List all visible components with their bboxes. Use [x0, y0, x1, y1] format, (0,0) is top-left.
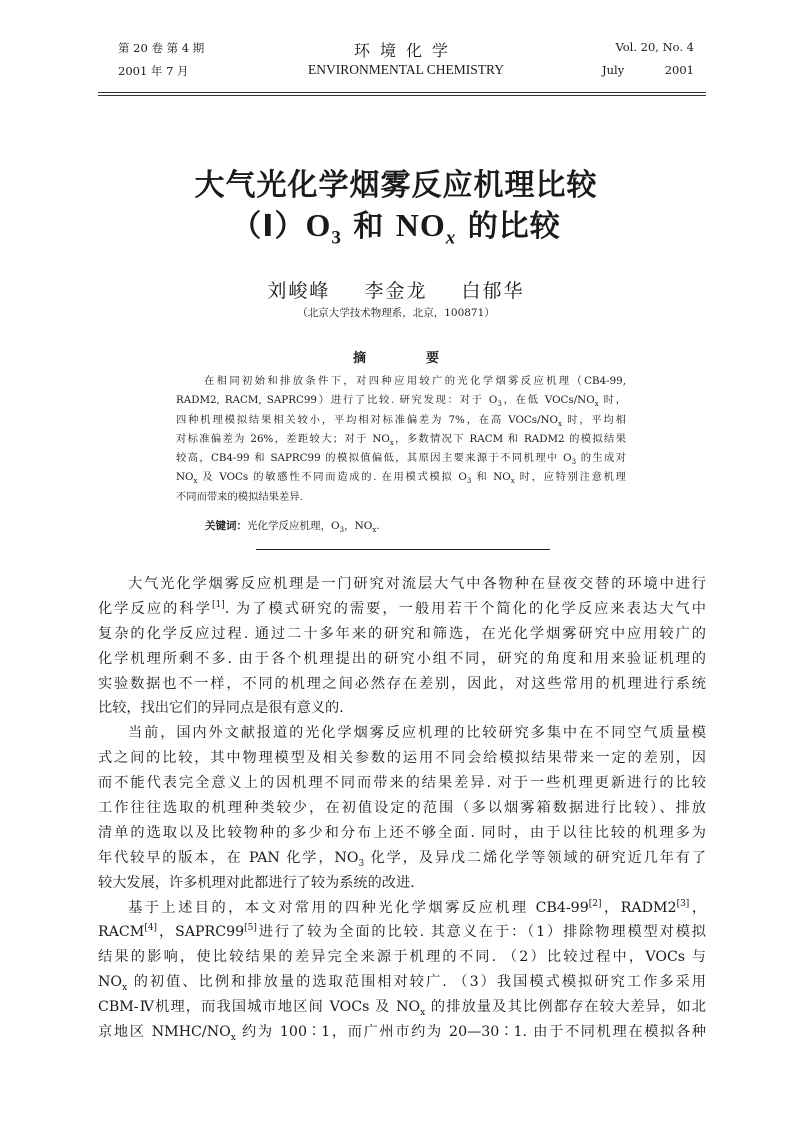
title-o: O [305, 207, 332, 243]
text-run: ，RADM2 [601, 899, 677, 916]
text-run: 时，应特别注意机理 [514, 471, 626, 484]
abstract-line [176, 488, 626, 507]
title-part-and: 和 [341, 209, 396, 244]
text-run: . [376, 520, 380, 532]
body-line [98, 821, 706, 846]
header-rule-bottom [98, 95, 706, 96]
keywords-value [247, 520, 380, 535]
text-run: 进行了较为全面的比较. 其意义在于：（1）排除物理模型对模拟 [256, 924, 706, 941]
text-run: 较高，CB4-99 和 SAPRC99 的模拟值偏低，其原因主要来源于不同机理中 O [176, 452, 572, 465]
date-cn: 2001 年 7 月 [118, 64, 189, 78]
text-run: 化学机理所剩不多. 由于各个机理提出的研究小组不同，研究的角度和用来验证机理的 [98, 650, 706, 667]
body-line [98, 746, 706, 771]
subscript: 3 [339, 526, 345, 535]
body-line [98, 572, 706, 597]
affiliation: （北京大学技术物理系，北京，100871） [297, 307, 495, 319]
abstract-heading-char: 要 [426, 351, 440, 366]
text-run: CBM-Ⅳ机理，而我国城市地区间 VOCs 及 NO [98, 999, 421, 1016]
text-run: 结果的影响，使比较结果的差异完全来源于机理的不同. （2）比较过程中，VOCs 与 [98, 949, 706, 966]
text-run: RACM [98, 924, 145, 941]
text-run: ， [689, 899, 706, 916]
journal-name-en: ENVIRONMENTAL CHEMISTRY [307, 62, 505, 77]
text-run: ，多数情况下 RACM 和 RADM2 的模拟结果 [393, 432, 626, 445]
body-line [98, 945, 706, 970]
title-line-1: 大气光化学烟雾反应机理比较 [194, 168, 598, 203]
volume-issue-cn: 第 20 卷 第 4 期 [118, 41, 205, 55]
text-run: ，在低 VOCs/NO [501, 394, 595, 407]
abstract-line [176, 391, 626, 410]
text-run: 工作往往选取的机理种类较少，在初值设定的范围（多以烟雾箱数据进行比较）、排放 [98, 800, 706, 817]
text-run: 年代较早的版本，在 PAN 化学，NO [98, 849, 359, 866]
abstract-line [176, 372, 626, 391]
subscript: x [372, 526, 377, 535]
text-run: 不同而带来的模拟结果差异. [176, 490, 303, 503]
text-run: 化学，及异戊二烯化学等领域的研究近几年有了 [364, 849, 706, 866]
subscript: x [594, 400, 599, 409]
text-run: 化学反应的科学 [98, 600, 212, 617]
body-line [98, 1020, 706, 1045]
author-name: 李金龙 [364, 280, 428, 302]
body-line [98, 970, 706, 995]
body-line [98, 647, 706, 672]
title-part-suffix: 的比较 [456, 209, 561, 244]
text-run: NO [176, 471, 194, 484]
text-run: 而不能代表完全意义上的因机理不同而带来的结果差异. 对于一些机理更新进行的比较 [98, 775, 706, 792]
text-run: 的生成对 [576, 452, 626, 465]
running-header [118, 38, 694, 84]
title-part-prefix: （Ⅰ） [231, 209, 306, 244]
title-no-sub: x [445, 227, 457, 249]
text-run: 四种机理模拟结果相关较小，平均相对标准偏差为 7%，在高 VOCs/NO [176, 413, 558, 426]
subscript: x [193, 477, 198, 486]
text-run: 式之间的比较，其中物理模型及相关参数的运用不同会给模拟结果带来一定的差别，因 [98, 750, 706, 767]
abstract-line [176, 411, 626, 430]
body-line [98, 597, 706, 622]
abstract-line [176, 430, 626, 449]
text-run: 及 VOCs 的敏感性不同而造成的. 在用模式模拟 O [197, 471, 467, 484]
month-en: July [602, 63, 625, 77]
text-run: 在相同初始和排放条件下，对四种应用较广的光化学烟雾反应机理（CB4-99, [204, 375, 626, 387]
citation: [4] [144, 923, 158, 934]
text-run: 的初值、比例和排放量的选取范围相对较广. （3）我国模式模拟研究工作多采用 [127, 974, 706, 991]
subscript: x [389, 438, 394, 447]
text-run: 清单的选取以及比较物种的多少和分布上还不够全面. 同时，由于以往比较的机理多为 [98, 824, 706, 841]
date-en [602, 63, 694, 77]
citation: [2] [588, 898, 602, 909]
abstract-heading [0, 347, 792, 366]
body-line [98, 920, 706, 945]
title-o-sub: 3 [331, 227, 342, 249]
section-divider [256, 549, 550, 550]
text-run: 的排放量及其比例都存在较大差异，如北 [425, 999, 706, 1016]
text-run: ，SAPRC99 [157, 924, 245, 941]
citation: [1] [212, 599, 225, 610]
subscript: 3 [466, 477, 472, 486]
text-run: . 为了模式研究的需要，一般用若干个简化的化学反应来表达大气中 [224, 600, 706, 617]
title-nox [395, 207, 457, 249]
body-line [98, 771, 706, 796]
text-run: 对标准偏差为 26%，差距较大；对于 NO [176, 432, 390, 445]
subscript: x [122, 983, 128, 994]
text-run: 大气光化学烟雾反应机理是一门研究对流层大气中各物种在昼夜交替的环境中进行 [128, 576, 706, 592]
text-run: 基于上述目的，本文对常用的四种光化学烟雾反应机理 CB4-99 [128, 899, 589, 916]
text-run: 京地区 NMHC/NO [98, 1024, 231, 1041]
subscript: x [510, 477, 515, 486]
body-line [98, 696, 706, 721]
text-run: ，NO [344, 520, 373, 532]
subscript: x [558, 419, 562, 428]
text-run: RADM2, RACM, SAPRC99）进行了比较. 研究发现：对于 O [176, 394, 498, 407]
author-list [0, 276, 792, 303]
text-run: 实验数据也不一样，不同的机理之间必然存在差别，因此，对这些常用的机理进行系统 [98, 675, 706, 692]
body-line [98, 622, 706, 647]
citation: [3] [676, 898, 690, 909]
body-line [98, 871, 706, 896]
abstract-heading-char: 摘 [352, 351, 366, 366]
subscript: 3 [497, 400, 502, 409]
body-line [98, 846, 706, 871]
text-run: 复杂的化学反应过程. 通过二十多年来的研究和筛选，在光化学烟雾研究中应用较广的 [98, 625, 706, 642]
keywords-label: 关键词： [205, 520, 247, 532]
author-name: 白郁华 [461, 280, 525, 302]
subscript: x [420, 1007, 426, 1018]
text-run: 约为 100∶1，而广州市约为 20—30∶1. 由于不同机理在模拟各种 [235, 1024, 706, 1041]
body-line [98, 995, 706, 1020]
subscript: 3 [358, 858, 365, 869]
text-run: NO [98, 974, 123, 991]
body-line [98, 672, 706, 697]
subscript: 3 [571, 458, 577, 467]
keywords [205, 518, 380, 533]
volume-issue-en: Vol. 20, No. 4 [615, 40, 694, 54]
text-run: 光化学反应机理，O [247, 520, 340, 532]
text-run: 时，平均相 [561, 413, 626, 426]
text-run: 当前，国内外文献报道的光化学烟雾反应机理的比较研究多集中在不同空气质量模 [128, 725, 706, 742]
abstract-line [176, 468, 626, 487]
journal-name-cn: 环境化学 [353, 41, 458, 60]
header-rule-top [98, 92, 706, 93]
title-line-2 [0, 201, 792, 249]
year-en: 2001 [664, 63, 694, 77]
author-name: 刘峻峰 [267, 280, 331, 302]
text-run: 时， [598, 394, 626, 407]
body-line [98, 896, 706, 921]
citation: [5] [244, 923, 257, 934]
text-run: 较大发展，许多机理对此都进行了较为系统的改进. [98, 874, 415, 891]
body-line [98, 721, 706, 746]
body-line [98, 796, 706, 821]
text-run: 比较，找出它们的异同点是很有意义的. [98, 700, 344, 717]
title-no: NO [395, 207, 446, 243]
body-text [98, 572, 706, 1045]
title-o3 [305, 207, 342, 249]
abstract-line [176, 449, 626, 468]
text-run: 和 NO [471, 471, 511, 484]
subscript: x [230, 1032, 236, 1043]
abstract-text [176, 372, 626, 507]
